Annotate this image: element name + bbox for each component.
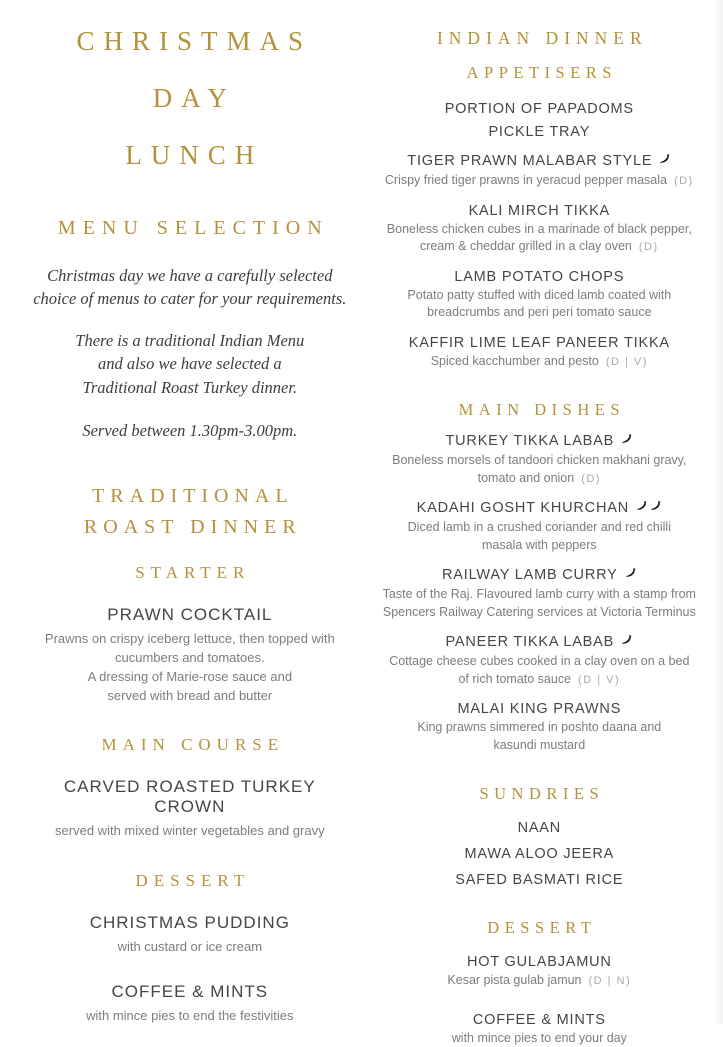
desc-line: Crispy fried tiger prawns in yeracud pepper masala: [385, 173, 667, 187]
desc-line: cream & cheddar grilled in a clay oven (D): [366, 238, 713, 256]
item-name: MALAI KING PRAWNS: [366, 701, 713, 717]
intro-line: There is a traditional Indian Menu: [26, 329, 354, 352]
item-description: with mince pies to end the festivities: [26, 1006, 354, 1025]
item-name: PRAWN COCKTAIL: [26, 605, 354, 625]
intro-paragraph-2: [26, 329, 354, 399]
page-title: [26, 26, 354, 171]
menu-selection-heading: MENU SELECTION: [26, 217, 354, 240]
serving-time: Served between 1.30pm-3.00pm.: [26, 419, 354, 442]
desc-line: Diced lamb in a crushed coriander and red chilli: [366, 519, 713, 537]
item-description: Kesar pista gulab jamun (D | N): [366, 972, 713, 990]
desc-line: Boneless chicken cubes in a marinade of black pepper,: [366, 221, 713, 239]
menu-item-papadoms: PORTION OF PAPADOMS: [366, 101, 713, 117]
menu-item-christmas-pudding: [26, 913, 354, 956]
menu-item-turkey-tikka-labab: [366, 433, 713, 487]
desc-line: masala with peppers: [366, 537, 713, 555]
item-description: [366, 221, 713, 256]
menu-item-hot-gulabjamun: [366, 954, 713, 990]
item-name: COFFEE & MINTS: [366, 1012, 713, 1028]
item-name-text: TIGER PRAWN MALABAR STYLE: [407, 153, 652, 169]
appetisers-heading: APPETISERS: [366, 63, 713, 83]
menu-item-kali-mirch-tikka: [366, 203, 713, 256]
desc-line: served with bread and butter: [26, 686, 354, 705]
menu-item-kaffir-paneer-tikka: [366, 335, 713, 371]
intro-line: choice of menus to cater for your requirements.: [26, 287, 354, 310]
item-name: CHRISTMAS PUDDING: [26, 913, 354, 933]
left-column: [26, 26, 354, 1047]
menu-item-paneer-tikka-labab: [366, 634, 713, 688]
item-name: HOT GULABJAMUN: [366, 954, 713, 970]
item-name: KADAHI GOSHT KHURCHAN: [366, 500, 713, 517]
menu-item-naan: NAAN: [366, 820, 713, 836]
item-name: KALI MIRCH TIKKA: [366, 203, 713, 219]
item-description: Spiced kacchumber and pesto (D | V): [366, 353, 713, 371]
item-description: [366, 519, 713, 554]
roast-heading-line: ROAST DINNER: [32, 512, 354, 543]
dessert-heading-left: DESSERT: [26, 871, 354, 891]
chili-icon: [649, 500, 662, 517]
title-line-3: LUNCH: [26, 140, 354, 171]
item-name: LAMB POTATO CHOPS: [366, 269, 713, 285]
item-name: TURKEY TIKKA LABAB: [366, 433, 713, 450]
item-description: with mince pies to end your day: [366, 1030, 713, 1047]
item-name: [366, 153, 713, 170]
right-column: [366, 26, 713, 1047]
item-description: [366, 653, 713, 688]
desc-line: Spencers Railway Catering services at Victoria Terminus: [366, 604, 713, 622]
menu-item-malai-king-prawns: [366, 701, 713, 754]
main-course-heading: MAIN COURSE: [26, 735, 354, 755]
menu-item-tiger-prawn: [366, 153, 713, 190]
desc-line: King prawns simmered in poshto daana and: [366, 719, 713, 737]
item-description: [26, 629, 354, 706]
desc-line: Cottage cheese cubes cooked in a clay oven on a bed: [366, 653, 713, 671]
item-description: [366, 172, 713, 190]
menu-item-mawa-aloo-jeera: MAWA ALOO JEERA: [366, 846, 713, 862]
sundries-heading: SUNDRIES: [366, 784, 713, 804]
item-description: served with mixed winter vegetables and gravy: [26, 821, 354, 840]
roast-dinner-heading: [26, 481, 354, 543]
item-name: CARVED ROASTED TURKEY CROWN: [26, 777, 354, 817]
roast-heading-line: TRADITIONAL: [32, 481, 354, 512]
title-line-2: DAY: [26, 83, 354, 114]
intro-line: Traditional Roast Turkey dinner.: [26, 376, 354, 399]
item-name: COFFEE & MINTS: [26, 982, 354, 1002]
item-description: [366, 452, 713, 487]
item-name: PANEER TIKKA LABAB: [366, 634, 713, 651]
dessert-heading-right: DESSERT: [366, 918, 713, 938]
desc-line: A dressing of Marie-rose sauce and: [26, 667, 354, 686]
item-description: with custard or ice cream: [26, 937, 354, 956]
menu-item-coffee-mints-right: [366, 1012, 713, 1047]
chili-icon: [658, 153, 671, 170]
dietary-tag: (D | N): [589, 975, 632, 987]
menu-item-coffee-mints-left: [26, 982, 354, 1025]
desc-line: kasundi mustard: [366, 737, 713, 755]
desc-line: cucumbers and tomatoes.: [26, 648, 354, 667]
dietary-tag: (D): [581, 473, 601, 485]
menu-item-prawn-cocktail: [26, 605, 354, 706]
menu-item-lamb-potato-chops: [366, 269, 713, 322]
chili-icon: [620, 433, 633, 450]
menu-item-turkey-crown: [26, 777, 354, 840]
item-name: KAFFIR LIME LEAF PANEER TIKKA: [366, 335, 713, 351]
desc-line: breadcrumbs and peri peri tomato sauce: [366, 304, 713, 322]
indian-dinner-heading: INDIAN DINNER: [366, 28, 713, 49]
dietary-tag: (D): [639, 241, 659, 253]
intro-paragraph-1: [26, 264, 354, 311]
starter-heading: STARTER: [26, 563, 354, 583]
desc-line: of rich tomato sauce (D | V): [366, 671, 713, 689]
dietary-tag: (D | V): [606, 356, 648, 368]
desc-line: Taste of the Raj. Flavoured lamb curry with a stamp from: [366, 586, 713, 604]
intro-line: and also we have selected a: [26, 352, 354, 375]
menu-item-kadahi-gosht: [366, 500, 713, 554]
item-description: [366, 719, 713, 754]
dietary-tag: (D): [674, 175, 694, 187]
desc-line: tomato and onion (D): [366, 470, 713, 488]
desc-line: Boneless morsels of tandoori chicken makhani gravy,: [366, 452, 713, 470]
menu-item-safed-basmati-rice: SAFED BASMATI RICE: [366, 872, 713, 888]
item-name: RAILWAY LAMB CURRY: [366, 567, 713, 584]
desc-line: Prawns on crispy iceberg lettuce, then topped with: [26, 629, 354, 648]
intro-line: Christmas day we have a carefully selected: [26, 264, 354, 287]
menu-item-pickle-tray: PICKLE TRAY: [366, 124, 713, 140]
main-dishes-heading: MAIN DISHES: [366, 400, 713, 420]
scan-edge-shadow: [713, 0, 723, 1024]
chili-icon: [624, 567, 637, 584]
desc-line: Potato patty stuffed with diced lamb coated with: [366, 287, 713, 305]
chili-icon: [620, 634, 633, 651]
chili-icon: [635, 500, 648, 517]
item-description: [366, 287, 713, 322]
item-description: [366, 586, 713, 621]
dietary-tag: (D | V): [578, 674, 620, 686]
menu-item-railway-lamb-curry: [366, 567, 713, 621]
title-line-1: CHRISTMAS: [26, 26, 354, 57]
